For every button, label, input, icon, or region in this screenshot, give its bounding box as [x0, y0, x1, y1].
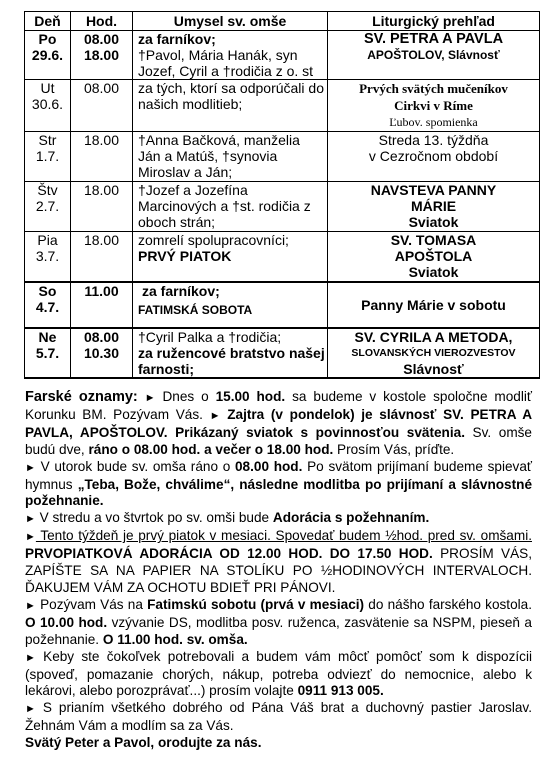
day-name: So [38, 282, 57, 299]
intention-text: zomrelí spolupracovníci; [138, 232, 289, 248]
intention-text: za tých, ktorí sa odporúčali do našich modlitieb; [138, 80, 324, 112]
day-name: Ne [38, 328, 57, 345]
day-cell [25, 132, 71, 182]
feast-subtitle: SLOVANSKÝCH VIEROZVESTOV [351, 346, 516, 359]
arrow-icon: ► [25, 513, 36, 526]
announcement [25, 459, 532, 511]
arrow-icon: ► [209, 409, 221, 422]
announcement-text: PRVOPIATKOVÁ ADORÁCIA OD 12.00 HOD. DO 17.50 HOD. [25, 546, 433, 562]
day-name: Ut [40, 80, 55, 96]
announcement-text: Svätý Peter a Pavol, orodujte za nás. [25, 735, 262, 751]
hour: 18.00 [83, 132, 120, 148]
day-cell [25, 80, 71, 132]
mass-schedule-table [24, 11, 540, 379]
day-date: 29.6. [31, 47, 64, 63]
header-day: Deň [25, 12, 71, 31]
header-intention: Umysel sv. omše [133, 12, 328, 31]
intention-text: †Anna Bačková, manželia Ján a Matúš, †synovia Miroslav a Ján; [138, 132, 300, 180]
announcement-text: Po svätom prijímaní budeme spievať hymnus [25, 458, 533, 492]
announcement [25, 649, 532, 701]
feast-title: Streda 13. týždňa [378, 132, 489, 148]
day-date: 2.7. [35, 198, 60, 214]
hour-cell [71, 282, 133, 328]
announcement-text: Adorácia s požehnaním. [272, 510, 430, 526]
table-row [25, 80, 540, 132]
liturgy-cell [328, 182, 540, 232]
hour-cell [71, 232, 133, 282]
announcement-text: Keby ste čokoľvek potrebovali a budem vám môcť pomôcť som k dispozícii (spoveď, pomazanie chorých, nákup, potreba odviezť do nemocnice, alebo k lekárovi, alebo porozprávať...) prosím volajte [25, 648, 532, 699]
parish-announcements [25, 389, 532, 752]
announcement-text: Sv. omše budú dve, [25, 424, 532, 457]
intention-cell [133, 282, 328, 328]
announcement-text: PROSÍM VÁS, ZAPÍŠTE SA NA PAPIER NA STOLÍKU PO ½HODINOVÝCH INTERVALOCH. ĎAKUJEM VÁM ZA OCHOTU BDIEŤ PRI PÁNOVI. [25, 546, 533, 595]
feast-title: MÁRIE [410, 198, 457, 214]
feast-title: SV. PETRA A PAVLA [363, 31, 504, 47]
announcement-text: Dnes o [155, 389, 216, 404]
day-cell [25, 31, 71, 80]
hour-cell [71, 31, 133, 80]
table-row [25, 232, 540, 282]
announcement-text: 08.00 hod. [234, 458, 303, 474]
liturgy-cell [328, 132, 540, 182]
feast-title: SV. TOMASA [390, 232, 477, 248]
feast-rank: Slávnosť [403, 360, 464, 377]
day-cell [25, 282, 71, 328]
announcements-heading: Farské oznamy: [25, 389, 138, 405]
table-row [25, 328, 540, 378]
header-liturgy: Liturgický prehľad [328, 12, 540, 31]
announcement-text: Pozývam Vás na [35, 596, 148, 612]
hour: 08.00 [83, 31, 120, 47]
day-cell [25, 328, 71, 378]
header-hour: Hod. [71, 12, 133, 31]
feast-title: Prvých svätých mučeníkov [359, 81, 508, 96]
intention-cell [133, 232, 328, 282]
announcement [25, 510, 532, 528]
arrow-icon: ► [144, 392, 156, 404]
table-header-row [25, 12, 540, 31]
intention-text: †Jozef a Jozefína Marcinových a †st. rodičia z oboch strán; [138, 182, 311, 230]
arrow-icon: ► [25, 651, 36, 664]
intention-text: za farníkov; [138, 31, 216, 47]
day-date: 5.7. [35, 344, 60, 361]
feast-rank: Ľubov. spomienka [389, 115, 478, 129]
liturgy-cell [328, 80, 540, 132]
arrow-icon: ► [25, 461, 36, 474]
intention-cell [133, 31, 328, 80]
arrow-icon: ► [25, 599, 36, 612]
liturgy-cell [328, 232, 540, 282]
hour-cell [71, 80, 133, 132]
hour: 18.00 [83, 232, 120, 248]
announcement-text: S prianím všetkého dobrého od Pána Váš brat a duchovný pastier Jaroslav. Žehnám Vám a modlím sa za Vás. [25, 700, 532, 734]
intention-text: PRVÝ PIATOK [138, 248, 232, 264]
arrow-icon: ► [25, 703, 36, 716]
announcement-text: sa budeme v kostole spoločne modliť Korunku BM. Pozývam Vás. [25, 389, 533, 422]
announcement-text: „Teba, Bože, chválime“, následne modlitba po prijímaní a slávnostné požehnanie. [25, 476, 533, 509]
intention-text: FATIMSKÁ SOBOTA [138, 302, 253, 317]
arrow-icon: ► [25, 531, 36, 544]
hour: 18.00 [83, 47, 120, 63]
feast-rank: APOŠTOLOV, Slávnosť [367, 48, 500, 62]
day-date: 4.7. [35, 298, 60, 315]
day-name: Pia [37, 232, 58, 248]
day-name: Str [38, 132, 57, 148]
announcement-text: Zajtra (v pondelok) je slávnosť SV. PETRA A PAVLA, APOŠTOLOV. Prikázaný sviatok s povinnosťou svätenia. [25, 406, 533, 440]
feast-rank: Sviatok [408, 264, 459, 280]
intention-text: †Cyril Palka a †rodičia; [138, 328, 282, 345]
hour-cell [71, 182, 133, 232]
announcement-text: vzývanie DS, modlitba posv. ruženca, zasvätenie sa NSPM, pieseň a požehnanie. [25, 614, 532, 647]
intention-text: †Pavol, Mária Hanák, syn Jozef, Cyril a †rodičia z o. st [138, 47, 314, 79]
day-name: Štv [37, 182, 58, 198]
hour-cell [71, 328, 133, 378]
intention-cell [133, 182, 328, 232]
feast-title: NAVSTEVA PANNY [370, 182, 497, 198]
announcement-text: V stredu a vo štvrtok po sv. omši bude [35, 510, 273, 526]
day-name: Po [38, 31, 57, 47]
announcement [25, 597, 532, 649]
feast-title: Cirkvi v Ríme [394, 98, 473, 113]
table-row [25, 31, 540, 80]
announcement-text: O 10.00 hod. [25, 614, 108, 630]
hour: 18.00 [83, 182, 120, 198]
hour: 10.30 [83, 344, 120, 361]
day-date: 3.7. [35, 248, 60, 264]
feast-rank: Sviatok [408, 214, 459, 230]
intention-cell [133, 328, 328, 378]
day-date: 30.6. [31, 96, 64, 112]
feast-title: SV. CYRILA A METODA, [354, 328, 513, 345]
closing-prayer [25, 735, 532, 752]
hour: 08.00 [83, 328, 120, 345]
phone-number: 0911 913 005. [297, 683, 384, 699]
feast-title: APOŠTOLA [394, 248, 473, 264]
announcement [25, 389, 532, 459]
day-date: 1.7. [35, 148, 60, 164]
announcement [25, 700, 532, 735]
day-cell [25, 182, 71, 232]
intention-cell [133, 132, 328, 182]
liturgy-cell [328, 282, 540, 328]
announcement [25, 528, 532, 597]
announcement-text: Fatimskú sobotu (prvá v mesiaci) [147, 596, 365, 612]
announcement-text: V utorok bude sv. omša ráno o [35, 458, 235, 474]
announcement-text: 15.00 hod. [215, 389, 286, 404]
announcement-text: do nášho farského kostola. [364, 596, 532, 612]
table-row [25, 282, 540, 328]
intention-cell [133, 80, 328, 132]
hour: 08.00 [83, 80, 120, 96]
intention-text: za ružencové bratstvo našej farnosti; [138, 344, 325, 377]
announcement-text: ráno o 08.00 hod. a večer o 18.00 hod. [88, 441, 334, 457]
feast-title: Panny Márie v sobotu [361, 296, 506, 313]
intention-text: za farníkov; [142, 282, 220, 299]
table-row [25, 182, 540, 232]
feast-rank: v Cezročnom období [368, 148, 499, 164]
table-row [25, 132, 540, 182]
liturgy-cell [328, 31, 540, 80]
hour-cell [71, 132, 133, 182]
liturgy-cell [328, 328, 540, 378]
announcement-text: Tento týždeň je prvý piatok v mesiaci. Spovedať budem ½hod. pred sv. omšami. [35, 528, 532, 544]
hour: 11.00 [84, 282, 119, 299]
day-cell [25, 232, 71, 282]
announcement-text: O 11.00 hod. sv. omša. [102, 631, 248, 647]
announcement-text: Prosím Vás, príďte. [333, 441, 455, 457]
